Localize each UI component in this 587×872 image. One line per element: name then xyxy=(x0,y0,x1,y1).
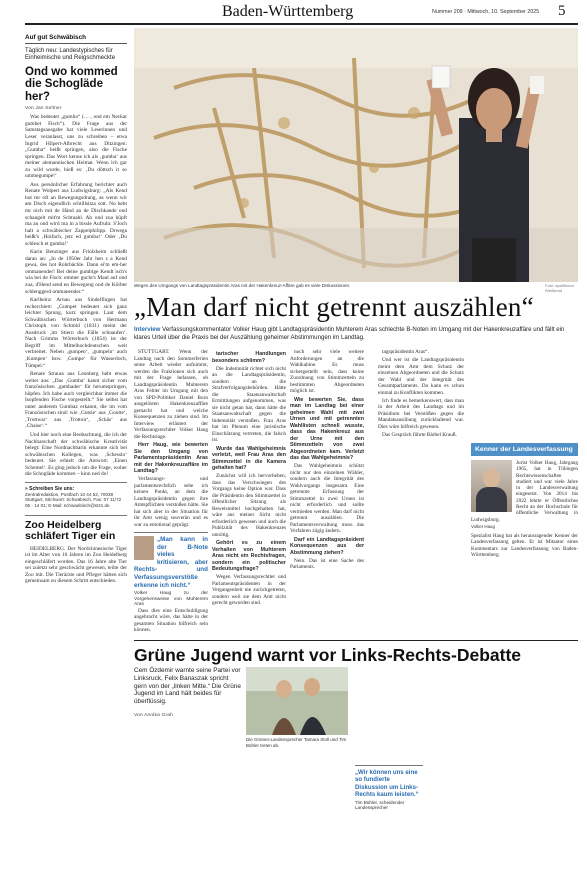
article-column-4 xyxy=(378,349,464,637)
article-paragraph: Nein. Das ist eine Sache des Parlaments. xyxy=(290,557,364,570)
quote-text: „Man kann in der B-Note vieles kritisieren, aber Rechts- und Verfassungsverstöße erkenne ich nicht.“ xyxy=(134,536,208,589)
info-box-title: Kenner der Landesverfassung xyxy=(471,443,578,456)
info-box xyxy=(471,443,578,558)
interview-question: Darf ein Landtagspräsident Konsequenzen aus der Abstimmung ziehen? xyxy=(290,536,364,556)
contact-info: Zentralredaktion, Postfach 10 44 52, 70039 Stuttgart, Stichwort: Schwäbisch, Fax: 07 11/72 05 - 14 01; E-Mail: schwaebisch@stzn.de xyxy=(25,491,122,509)
interview-question: tarischer Handlungen besonders schlimm? xyxy=(212,351,286,364)
second-byline: Von Annika Grah xyxy=(134,712,174,718)
article-paragraph: tagspräsidentin Aras“. xyxy=(382,349,429,355)
news-body xyxy=(25,546,127,585)
second-teaser xyxy=(134,667,242,720)
teaser-text: Verfassungskommentator Volker Haug gibt Landtagspräsidentin Muhterem Aras schlechte B-Noten im Umgang mit der Hakenkreuzaffäre und fällt ein klares Urteil über die Praxis bei der Auszählung geheimer Abstimmungen im Landtag. xyxy=(134,326,565,341)
interview-question: Gehört es zu einem Verhalten von Muhterem Aras nicht ein Rechtsfragen, sondern ein politischer Bedeutungsfrage? xyxy=(212,540,286,572)
column-paragraph: Und hier noch eine Beobachtung, die ich der Nachbarschaft der schwäbische Kreativität belegt: Eine Nordnachbarin erkannte sich bei schwäbischen Kollegen, was ‚Schesslo‘ bedeutet. Sie erhielt die Antwort: ‚Einen Schemel‘. Es ging jedoch um die Frage, woher die Schogläde kommen – kinn ned do! xyxy=(25,432,127,478)
interview-question: Wurde das Wahlgeheimnis verletzt, weil Frau Aras den Stimmzettel in die Kamera gehalten hat? xyxy=(212,445,286,471)
article-paragraph: Zunächst will ich hervorheben, dass das Verschwiegen des Vorgangs keine Option war. Dass die Präsidentin den Stimmzettel in öffentlicher Sitzung als Beweismittel hochgehalten hat, wäre aus meiner Sicht nicht erforderlich gewesen und auch die Publizität des Hakenkreuzes unnötig. xyxy=(212,473,286,538)
column-kicker: Auf gut Schwäbisch xyxy=(25,34,127,44)
second-pull-quote xyxy=(355,765,423,810)
second-quote-text: „Wir können uns eine so fundierte Diskussion um Links-Rechts kaum leisten.“ xyxy=(355,769,419,798)
article-paragraph: Dass dies eine Entschuldigung angebracht wäre, das hätte in der gesamten Situation hilfreich sein können. xyxy=(134,607,208,634)
article-credit: Das Gespräch führte Bärbel Krauß. xyxy=(382,431,457,438)
header-rule xyxy=(25,23,578,25)
plenary-photo-illustration xyxy=(134,28,578,282)
teaser-label: Interview xyxy=(134,326,161,333)
article-column-2 xyxy=(212,349,286,637)
article-column-3 xyxy=(290,349,364,637)
article-paragraph: Ich finde es bemerkenswert, dass man in der Arbeit des Landtags und im Präsidium bei Verstößen gegen die Mandatsausübung zurückhaltend war. Dies wäre hilfreich gewesen. xyxy=(378,397,464,430)
second-headline: Grüne Jugend warnt vor Links-Rechts-Debatte xyxy=(134,640,578,666)
column-paragraph: Was bedeutet „gumba“ (… , ond em Neckar gumbet Fisch“). Die Frage aus der Samstagsausgabe hat viele Leserinnen und Leser veranlasst, uns zu schreiben – etwa Ingrid Hilpert-Albrecht aus Ditzingen: „Gumba“ heißt springen, also die Fische springen. Das Wort kenne ich als ‚gumba‘ aus meiner alemannischen Heimat. Wenn ich gar zu wild wurde, hieß es: ‚Du döttsch it so ummegumpe!‘ xyxy=(25,114,127,180)
second-photo xyxy=(246,667,348,735)
column-subtitle: Täglich neu: Landestypisches für Einheimische und Reigschmeckte xyxy=(25,48,116,62)
main-photo xyxy=(134,28,578,282)
photo-caption: Wegen des Umgangs von Landtagspräsidentin Aras mit der Hakenkreuz-Affäre gab es viele Diskussionen. xyxy=(134,283,351,288)
column-paragraph: Aus persönlicher Erfahrung berichtet auch Renate Wolpert aus Ludwigsburg: „Als Kend hot mr oft an Bewegungsdrang, as wenn wir am Disch eigendlich schtillsitza sott. No hebt mr oich mit de Händ an de Dischkande ond schaugelt mit'm Schtuahl. Ab ond zua hüpft ma au ond wird ma in a bissle Aufruhr. S'Joch halt a schwäbischer Zappelphilipp. Drwega heißt's ‚Hoifach, jetz ed gumba!‘ Oder ‚Du schlesch et gumba!‘ xyxy=(25,181,127,247)
article-paragraph: Die Indemnität richtet sich nicht an die Landtagspräsidentin, sondern an die Strafverfolgungsbehörden. Hätte die Staatsanwaltschaft Ermittlungen aufgenommen, was sie nicht getan hat, dann hätte die Staatsanwaltschaft gegen die Indemnität verstoßen. Frau Aras hat im Plenum eine juristische Einschätzung vertreten, die falsch ist. xyxy=(212,365,286,443)
news-headline: Zoo Heidelberg schläfert Tiger ein xyxy=(25,515,127,543)
column-headline: Ond wo kommed die Schogläde her? xyxy=(25,65,118,103)
news-paragraph: HEIDELBERG. Der Nordchinesische Tiger ist im Alter von 16 Jahren im Zoo Heidelberg eingeschläfert worden. Das 16 Jahre alte Tier sei zuletzt sehr geschwächt gewesen, teilte der Zoo mit. Die Tierärzte und Pfleger hätten sich gemeinsam zu diesem Schritt entschieden. xyxy=(25,545,127,585)
column-paragraph: Karlheinz Arnau aus Sindelfingen hat recherchiert: „Gumpet bedeutet sich ganz leichter Sprung, kurz springen. Laut dem Schwäbischen Wörterbuch von Hermann Christoph von Schmid (1831) meint der Ausdruck ‚im Stiern die Fälle schnaufen‘. Nach Grimms Wörterbuch (1854) ist der Begriff im Mittelhochdeutschen weit verbreitet. Neben ‚gumpen‘, ‚gumpeln‘ auch ‚Kumpen‘ bzw. ‚Gumpe‘ für Wasserloch, Tümpel.“ xyxy=(25,297,127,369)
article-paragraph: noch sehr viele weitere Anforderungen an die Wahlkabine. Es muss sichergestellt sein, dass keine Zuordnung von Stimmzetteln zu bestimmten Abgeordneten möglich ist. xyxy=(290,349,364,394)
interview-question: Wie bewerten Sie, dass man im Landtag bei einer geheimen Wahl mit zwei Urnen und mit getrennten Wahllisten schnell wusste, dass das Hakenkreuz aus der Urne mit den Stimmzetteln von zwei Abgeordneten kam. Verletzt das das Wahlgeheimnis? xyxy=(290,396,364,461)
column-paragraph: Renate Strauss aus Leonberg hebt etwas weiter aus: „Das ‚Gumba‘ kannt sicher vom französischen ‚gambader‘ für herumspringen, hüpfen. Ich habe auch vergleichbar immer die Isopfenden Fische vorgestellt.“ Sie selbst hat unter anderem Gumbaz erkannt, die im vom Französischen sind: wie ‚Gutsle‘ aus ‚Goutte‘, ‚Trottwar‘ aus ‚Trottoir‘, ‚Schäs‘ aus ‚Chaise‘.“ xyxy=(25,371,127,430)
interview-question: Herr Haug, wie bewerten Sie den Umgang von Parlamentspräsidentin Aras mit der Hakenkreuzaffäre im Landtag? xyxy=(134,442,208,474)
page-number: 5 xyxy=(558,3,566,19)
left-column xyxy=(25,30,127,860)
second-photo-caption: Die Grünen-Landessprecher Tamara Stoll und Tim Bühler treten ab. xyxy=(246,737,347,748)
second-teaser-text: Cem Özdemir warnte seine Partei vor Linksruck, Felix Banaszak spricht gern von der „linken Mitte.“ Die Grüne Jugend im Land hält beides für überflüssig. xyxy=(134,667,241,706)
article-paragraph: STUTTGART. Wenn der Landtag nach den Sommerferien seine Arbeit wieder aufnimmt, werden die Fraktionen sich auch mit der Frage befassen, ob Landtagspräsidentin Muhterem Aras Fehler im Umgang mit den von SPD-Politiker Daniel Born ausgelösten Hakenkreuzaffäre gemacht hat und welche Konsequenzen zu ziehen sind. Im Interview erläutert der Verfassungsrechtler Volker Haug die Rechtslage. xyxy=(134,349,208,440)
article-paragraph: Das Wahlgeheimnis schützt nicht nur den einzelnen Wähler, sondern auch die Integrität des Wahlvorgangs insgesamt. Eine getrennte Erfassung der Stimmzettel in zwei Urnen ist nicht erforderlich und sollte vermieden werden. Man darf nicht getrennt auszählen. Die Parlamentsverwaltung muss das Verfahren zügig ändern. xyxy=(290,463,364,534)
portrait-photo xyxy=(471,460,512,512)
quote-attribution: Volker Haug zu der Vorgehensweise von Muhterem Aras xyxy=(134,591,208,608)
section-title: Baden-Württemberg xyxy=(222,3,354,20)
article-paragraph: Und wer ist die Landtagspräsidentin meint dem Amt dem Schutz der einzelnen Abgeordneten und die Schutz der Wahl und der Integrität des Gesamtparlaments. Da kann es schon einmal zu Konflikten kommen. xyxy=(378,357,464,396)
portrait-caption: Volker Haug xyxy=(471,523,495,529)
info-box-text: Jurist Volker Haug, Jahrgang 1965, hat in Tübingen Rechtswissenschaften studiert und war viele Jahre in der Landesverwaltung eingesetzt. Von 2014 bis 2022 lehrte er Öffentliches Recht an der Hochschule für öffentliche Verwaltung in Ludwigsburg. xyxy=(471,460,578,523)
pull-quote xyxy=(134,532,208,608)
column-paragraph: Karin Benzinger aus Friolzheim schließt daran an: „In de 1950er Jahr hen s a Kend gewa, des hot Rohrbächle. Dann ei'm em-her ommanender! Bei deine gumbige Kendt isch's wia bei de Fisch: emmer gucht's Maul auf ond zua, d'Hend send en Bewegong ond de Körber schlenggerd ommanender.“ xyxy=(25,249,127,295)
second-quote-attribution: Tim Bühler, scheidender Landessprecher xyxy=(355,800,405,811)
article-paragraph: Wegen Verfassungsrechtler und Parlamentspräsidenten in der Vergangenheit nie zurückgetreten, sondern weil sie dem Amt nicht gerecht geworden sind. xyxy=(212,574,286,606)
column-byline: Von Jan Sellner xyxy=(25,106,62,112)
edition-info: Nummer 209 · Mittwoch, 10. September 2025 xyxy=(432,9,540,15)
contact-title: » Schreiben Sie uns: xyxy=(25,482,127,492)
main-headline: „Man darf nicht getrennt auszählen“ xyxy=(134,292,534,322)
article-paragraph: Verfassungs- und parlamentsrechtlich sehe ich keinen Punkt, an dem die Landtagspräsidentin gegen ihre Amtspflichten verstoßen hätte. Sie hat sich aber in der Situation für ihr Amt wenig souverän und es war zu emotional geprägt. xyxy=(134,476,208,528)
article-column-1 xyxy=(134,349,208,637)
two-people-photo xyxy=(246,667,348,735)
column-body xyxy=(25,114,127,478)
main-teaser xyxy=(134,326,578,341)
quote-portrait xyxy=(134,536,154,560)
photo-credit: Foto: dpa/Bernd Weißbrod xyxy=(545,283,574,293)
page-header xyxy=(0,0,587,26)
info-box-text: Spezialist Haug hat als herausragender Kenner der Landesverfassung gelten. Er ist Mitautor eines Kommentars zur Landesverfassung von Baden-Württemberg. xyxy=(471,532,578,558)
